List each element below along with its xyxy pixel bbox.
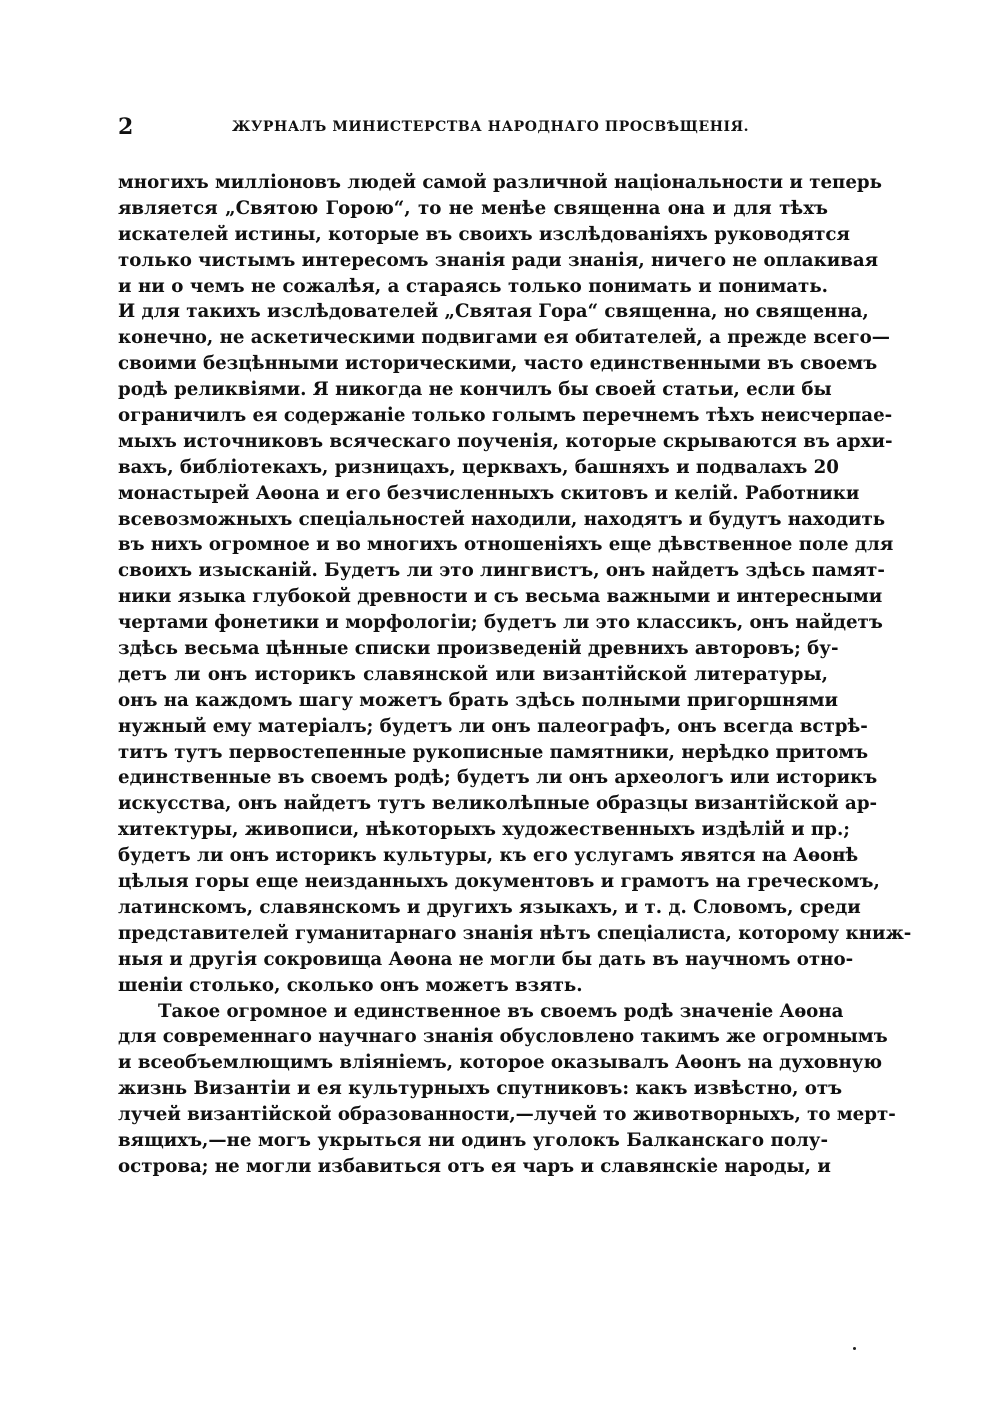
text-line: въ нихъ огромное и во многихъ отношеніяхъ еще дѣвственное поле для: [118, 534, 894, 556]
text-line: ники языка глубокой древности и съ весьма важными и интересными: [118, 586, 883, 608]
text-line: здѣсь весьма цѣнные списки произведеній древнихъ авторовъ; бу-: [118, 638, 839, 660]
page-number: 2: [118, 114, 134, 140]
text-line: всевозможныхъ спеціальностей находили, находятъ и будутъ находить: [118, 508, 886, 530]
text-line: детъ ли онъ историкъ славянской или византійской литературы,: [118, 663, 828, 685]
text-line: родѣ реликвіями. Я никогда не кончилъ бы своей статьи, если бы: [118, 379, 832, 401]
text-line: только чистымъ интересомъ знанія ради знанія, ничего не оплакивая: [118, 249, 879, 271]
text-line: лучей византійской образованности,—лучей то животворныхъ, то мерт-: [118, 1104, 896, 1126]
text-line: и всеобъемлющимъ вліяніемъ, которое оказывалъ Аѳонъ на духовную: [118, 1052, 883, 1074]
text-line: хитектуры, живописи, нѣкоторыхъ художественныхъ издѣлій и пр.;: [118, 819, 850, 841]
text-line: и ни о чемъ не сожалѣя, а стараясь только понимать и понимать.: [118, 275, 828, 297]
text-line: мыхъ источниковъ всяческаго поученія, которые скрываются въ архи-: [118, 430, 893, 452]
text-line: ограничилъ ея содержаніе только голымъ перечнемъ тѣхъ неисчерпае-: [118, 405, 893, 427]
text-line: латинскомъ, славянскомъ и другихъ языкахъ, и т. д. Словомъ, среди: [118, 896, 861, 918]
paragraph: [118, 999, 896, 1180]
book-page: [118, 114, 912, 1180]
text-line: искателей истины, которые въ своихъ изслѣдованіяхъ руководятся: [118, 223, 850, 245]
text-line: монастырей Аѳона и его безчисленныхъ скитовъ и келій. Работники: [118, 482, 860, 504]
text-line: жизнь Византіи и ея культурныхъ спутниковъ: какъ извѣстно, отъ: [118, 1078, 843, 1100]
text-line: искусства, онъ найдетъ тутъ великолѣпные образцы византійской ар-: [118, 793, 878, 815]
text-line: вящихъ,—не могъ укрыться ни одинъ уголокъ Балканскаго полу-: [118, 1129, 828, 1151]
text-line: чертами фонетики и морфологіи; будетъ ли это классикъ, онъ найдетъ: [118, 612, 883, 634]
text-line: вахъ, библіотекахъ, ризницахъ, церквахъ, башняхъ и подвалахъ 20: [118, 456, 839, 478]
text-line: является „Святою Горою“, то не менѣе священна она и для тѣхъ: [118, 197, 828, 219]
running-title: ЖУРНАЛЪ МИНИСТЕРСТВА НАРОДНАГО ПРОСВѢЩЕНІЯ.: [232, 119, 750, 135]
text-line: титъ тутъ первостепенные рукописные памятники, нерѣдко притомъ: [118, 741, 869, 763]
text-line: ныя и другія сокровища Аѳона не могли бы дать въ научномъ отно-: [118, 948, 854, 970]
text-line: онъ на каждомъ шагу можетъ брать здѣсь полными пригоршнями: [118, 689, 839, 711]
text-line: многихъ милліоновъ людей самой различной національности и теперь: [118, 172, 882, 193]
text-line: конечно, не аскетическими подвигами ея обитателей, а прежде всего—: [118, 327, 890, 349]
text-line: острова; не могли избавиться отъ ея чаръ и славянскіе народы, и: [118, 1155, 831, 1177]
paragraph: [118, 170, 912, 999]
text-line: представителей гуманитарнаго знанія нѣтъ спеціалиста, которому книж-: [118, 922, 912, 944]
text-line: единственные въ своемъ родѣ; будетъ ли онъ археологъ или историкъ: [118, 767, 878, 789]
text-line: Такое огромное и единственное въ своемъ родѣ значеніе Аѳона: [158, 1000, 844, 1022]
text-line: будетъ ли онъ историкъ культуры, къ его услугамъ явятся на Аѳонѣ: [118, 845, 859, 867]
print-speck: [853, 1347, 856, 1350]
text-line: своими безцѣнными историческими, часто единственными въ своемъ: [118, 353, 878, 375]
text-line: нужный ему матеріалъ; будетъ ли онъ палеографъ, онъ всегда встрѣ-: [118, 715, 868, 737]
text-line: для современнаго научнаго знанія обусловлено такимъ же огромнымъ: [118, 1026, 888, 1048]
text-line: цѣлыя горы еще неизданныхъ документовъ и грамотъ на греческомъ,: [118, 871, 880, 893]
page-header: [118, 114, 828, 146]
text-line: И для такихъ изслѣдователей „Святая Гора“ священна, но священна,: [118, 301, 869, 323]
body-text: [118, 170, 912, 1180]
text-line: своихъ изысканій. Будетъ ли это лингвистъ, онъ найдетъ здѣсь памят-: [118, 560, 885, 582]
text-line: шеніи столько, сколько онъ можетъ взять.: [118, 974, 583, 996]
